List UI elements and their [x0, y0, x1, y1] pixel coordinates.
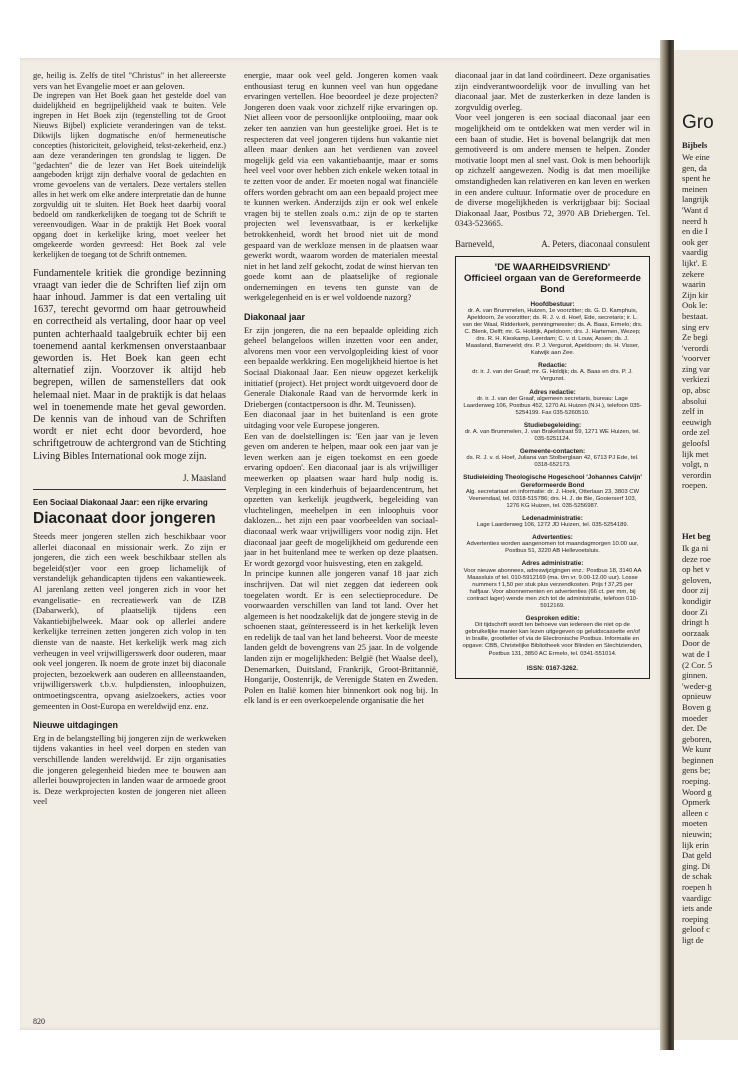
facing-page-line: door zij: [682, 585, 709, 596]
masthead-title: 'DE WAARHEIDSVRIEND': [494, 261, 611, 273]
facing-page-line: We eine: [682, 152, 710, 162]
facing-page-line: verordin: [682, 469, 712, 480]
facing-page-line: verkiezi: [682, 374, 710, 385]
article-title: Diaconaat door jongeren: [33, 510, 216, 528]
facing-page-line: Ze begi: [682, 332, 709, 343]
facing-page-line: nieuwin;: [682, 829, 713, 840]
column-2: [244, 70, 438, 1015]
paragraph: Een van de doelstellingen is: 'Een jaar van je leven geven om anderen te helpen, maar ook een jaar van je leven werken aan je eigen toekomst en een goede ervaring opdoen'. Een diaconaal jaar is als vrijwilliger meewerken op plaatsen waar hard hulp nodig is. Verpleging in een kinderhuis of bejaardencentrum, het opzetten van kerkelijk jeugdwerk, begeleiding van vluchtelingen, meehelpen in een inloophuis voor daklozen... het zijn een paar voorbeelden van sociaal-diaconaal werk waar vrijwilligers voor nodig zijn. Het diaconaal jaar geeft de mogelijkheid om gedurende een jaar in het buitenland mee te werken op deze plaatsen. Er wordt gezorgd voor huisvesting, eten en zakgeld.: [244, 430, 438, 568]
masthead-text: dr. A. van Brummelen, Huizen, 1e voorzitter; ds. G. D. Kamphuis, Apeldoorn, 2e voorzitter; ds. R. J. v. d. Hoef, Ede, secretaris; ir. L. van der Waal, Ridderkerk, penningmeester; ds. A. Baas, Ermelo; drs. C. Blenk, Delft; mr. G. Holdijk, Apeldoorn; drs. J. Hartemen, Wezep; drs. R. H. Kieskamp, Leerdam; C. v. d. Louw, Assen; ds. J. Maasland, Barneveld; drs. P. J. Vergunst, Apeldoorn; ds. H. Visser, Katwijk aan Zee.: [462, 307, 643, 357]
facing-page-line: iets ande: [682, 903, 713, 914]
facing-page-line: meinen: [682, 183, 708, 194]
column-1: [33, 70, 226, 1015]
facing-page-line: gens be;: [682, 765, 711, 776]
facing-page-line: kondigir: [682, 595, 712, 606]
facing-page-line: zing var: [682, 363, 710, 374]
facing-page-title: Gro: [682, 112, 714, 133]
facing-page-line: Ik ga ni: [682, 543, 709, 553]
facing-page-line: moeder: [682, 712, 708, 723]
paragraph: Er zijn jongeren, die na een bepaalde opleiding zich geheel belangeloos willen inzetten voor een ander, alvorens men voor een vervolgopleiding kiest of voor een bepaalde werkkring. Een mogelijkheid hiertoe is het Sociaal Diakonaal Jaar. Een nieuw opgezet kerkelijk initiatief (project). Het project wordt uitgevoerd door de Generale Diakonale Raad van de hervormde kerk in Driebergen (contactpersoon is dhr. M. Teunissen).: [244, 324, 438, 409]
facing-page-line: Zijn kir: [682, 289, 709, 300]
paragraph: ge, heilig is. Zelfs de titel "Christus" in het allereerste vers van het Evangelie moet er aan geloven.: [33, 70, 226, 91]
masthead-heading: Redactie:: [538, 362, 567, 370]
paragraph: De ingrepen van Het Boek gaan het gestelde doel van duidelijkheid en begrijpelijkheid vaak te buiten. Vele ingrepen in Het Boek zijn (tegenstelling tot de Groot Nieuws Bijbel) expliciete veranderingen van de tekst. Dikwijls lijken dogmatische en/of hermeneutische concepties (historiciteit, gelovigheid, tekst-zekerheid, enz.) aan deze veranderingen ten grondslag te liggen. De "gedachten" die de lezer van Het Boek uiteindelijk aangeboden krijgt zijn derhalve vooral de gedachten en vrome gevoelens van de vertalers. Deze vertalers stellen alles in het werk om elke andere interpretatie dan de hunne zorgvuldig uit te sluiten. Het Boek heet daarbij vooral bedoeld om randkerkelijken de toegang tot de Schrift te vereenvoudigen. Waar in de praktijk Het Boek vooral opgang doet in kerkelijke kring, moet veeleer het omgekeerde worden gevreesd: Het Boek zal vele kerkelijken de toegang tot de Schrift ontnemen.: [33, 91, 226, 259]
facing-page-line: gen, da: [682, 162, 707, 173]
facing-page-line: zelf in: [682, 406, 704, 417]
masthead-subtitle: Officieel orgaan van de Gereformeerde Bond: [463, 272, 642, 295]
facing-page-line: beginnen: [682, 754, 714, 765]
column-3: [455, 70, 650, 1015]
masthead-text: dr. ir. J. van der Graaf, algemeen secretaris, bureau: Lage Laarderweg 106, Postbus 452, 1270 AL Huizen (N.H.), telefoon 035-5254199. Fax 035-5260510.: [463, 395, 642, 416]
facing-page-line: geloven,: [682, 574, 712, 585]
masthead-heading: Gemeente-contacten:: [519, 448, 586, 456]
masthead-heading: Adres administratie:: [521, 560, 584, 568]
facing-page-line: der. De: [682, 723, 707, 734]
facing-page-line: zekere: [682, 268, 705, 279]
facing-page-line: wat de I: [682, 648, 710, 659]
facing-page-line: absolui: [682, 395, 707, 406]
masthead-heading: Studieleiding Theologische Hogeschool 'Johannes Calvijn' Gereformeerde Bond: [463, 474, 642, 489]
masthead-text: Voor nieuwe abonnees, adreswijzigingen enz.: Postbus 18, 3140 AA Maassluis of tel. 010-5912169 (ma. t/m vr. 9.00-12.00 uur). Losse nummers f 1,50 per stuk plus verzendkosten. Prijs f 37,25 per halfjaar. Voor abonnementen en advertenties (66 ct. per mm, bij contract lager) wende men zich tot de administratie, telefoon 010-5912169.: [463, 567, 642, 609]
facing-page-line: door Zi: [682, 606, 708, 617]
facing-page-line: vaardig: [682, 247, 708, 258]
facing-page-line: op, absc: [682, 385, 711, 396]
facing-page-line: geloof c: [682, 924, 710, 935]
page-number: 820: [33, 1017, 45, 1026]
facing-page-text: [682, 152, 738, 491]
facing-page-line: lijkt'. E: [682, 257, 707, 268]
masthead-heading: Adres redactie:: [529, 388, 576, 396]
facing-page-line: 'verordi: [682, 342, 709, 353]
subheading: Diakonaal jaar: [244, 312, 306, 323]
facing-page-line: 'voorver: [682, 353, 711, 364]
facing-page-subheading-2: Het beg: [682, 531, 711, 541]
paragraph: Steeds meer jongeren stellen zich beschikbaar voor allerlei diaconaal en missionair werk. Zo zijn er jongeren, die zich een week beschikbaar stellen als begeleid(st)er voor een groep lichamelijk of verstandelijk gehandicapten tijdens een vakantieweek. Al jarenlang zetten veel jongeren zich in voor het evangelisatie- en recreatiewerk van de IZB (Dabarwerk), of plaatselijk tijdens een Vakantiebijbelweek. Maar ook op allerlei andere kerkelijke terreinen zetten jongeren zich volop in ten dienste van de naaste. Het kerkelijk werk mag zich verheugen in veel vrijwilligerswerk door ouderen, maar ook veel jongeren. Ik noem de grote inzet bij diaconale projecten, bezoekwerk aan ouderen en allleenstaanden, vrijwilligerswerk t.b.v. hulpdiensten, inloophuizen, ontmoetingscentra, opvang asielzoekers, acties voor gemeenten in Oost-Europa en wereldwijd enz. enz.: [33, 531, 226, 711]
facing-page-line: sing erv: [682, 321, 710, 332]
facing-page-line: geloofsl: [682, 438, 710, 449]
facing-page-subheading: Bijbels: [682, 140, 708, 150]
signature-place: Barneveld,: [455, 238, 495, 249]
facing-page-line: (2 Cor. 5: [682, 659, 713, 670]
facing-page-line: ook ger: [682, 236, 709, 247]
masthead-text: Alg. secretariaat en informatie: dr. J. Hoek, Otterlaan 23, 3803 CW Veenendaal, tel. 0318-515786; drs. H. J. de Bie, Gooierserf 103, 1276 KG Huizen, tel. 035-5256987.: [465, 488, 640, 509]
facing-page-line: orde zel: [682, 427, 710, 438]
facing-page-line: deze roe: [682, 553, 711, 564]
facing-page-line: langrijk: [682, 194, 709, 205]
facing-page-line: Door de: [682, 638, 710, 649]
masthead-text: dr. ir. J. van der Graaf; mr. G. Holdijk; ds. A. Baas en drs. P. J. Vergunst.: [472, 369, 633, 383]
signature-line: [455, 239, 650, 250]
masthead-text: ds. R. J. v. d. Hoef, Juliana van Stolberglaan 42, 6713 PJ Ede, tel. 0318-652173.: [466, 455, 639, 469]
facing-page-line: en die I: [682, 226, 708, 237]
masthead-heading: Ledenadministratie:: [522, 514, 583, 522]
masthead-heading: Advertenties:: [532, 534, 573, 542]
author-signature: J. Maasland: [183, 472, 226, 483]
paragraph: Fundamentele kritiek die grondige bezinning vraagt van ieder die de Schriften lief zijn om haar inhoud. Jammer is dat een vertaling uit 1637, terecht gevormd om haar getrouwheid en correctheid als vertaling, door haar op veel punten achterhaald taalgebruik echter bij een toenemend aantal kerkmensen onverstaanbaar geworden is. Het Boek kan geen echt alternatief zijn. Voorzover ik altijd heb begrepen, willen de samenstellers dat ook helemaal niet. Maar in de praktijk is dat helaas wel in toenemende mate het geval geworden. De kennis van de inhoud van de Schriften wordt er niet echt door bevorderd, hoe schriftgetrouw de achtergrond van de Stichting Living Bibles International ook moge zijn.: [33, 267, 226, 462]
facing-page-line: dringt h: [682, 617, 709, 628]
facing-page-line: moeten: [682, 818, 708, 829]
paragraph: Voor veel jongeren is een sociaal diaconaal jaar een mogelijkheid om te ontdekken wat men verder wil in een baan of studie. Het is bovenal belangrijk dat men gemotiveerd is om andere mensen te helpen. Zonder motivatie loopt men al snel vast. Ook is men behoorlijk op zichzelf aangewezen. Nodig is dat men moeilijke omstandigheden kan relativeren en kan leven en werken in een andere cultuur. Informatie over de procedure en de diverse mogelijkheden is verkrijgbaar bij: Sociaal Diakonaal Jaar, Postbus 72, 3970 AB Driebergen. Tel. 0343-523665.: [455, 112, 650, 229]
facing-page-line: alleen c: [682, 807, 709, 818]
facing-page-line: spent he: [682, 173, 711, 184]
facing-page-text-2: [682, 543, 738, 946]
facing-page-line: oorzaak: [682, 627, 710, 638]
facing-page-line: We kunr: [682, 744, 712, 755]
facing-page-line: 'weder-g: [682, 680, 712, 691]
masthead-text: Advertenties worden aangenomen tot maandagmorgen 10.00 uur, Postbus 51, 3220 AB Hellevoetsluis.: [466, 541, 639, 555]
facing-page-line: Dat geld: [682, 850, 712, 861]
facing-page-line: vaardigc: [682, 892, 712, 903]
facing-page-line: volgt, n: [682, 459, 709, 470]
facing-page-line: roepen h: [682, 882, 712, 892]
facing-page-line: roeping.: [682, 776, 711, 787]
facing-page-line: eeuwigh: [682, 416, 712, 427]
facing-page-line: lijk met: [682, 448, 709, 459]
signature-name: A. Peters, diaconaal consulent: [541, 238, 650, 249]
masthead-text: Dit tijdschrift wordt ten behoeve van iedereen die niet op de gebruikelijke manier kan lezen uitgegeven op geluidscassette en/of in braille, grootletter of via de Electronische Postbus. Informatie en opgave: CBB, Christelijke Bibliotheek voor Blinden en Slechtzienden, Postbus 131, 3850 AC Ermelo, tel. 0341-551014.: [462, 622, 643, 657]
facing-page-line: Boven g: [682, 701, 711, 712]
page-gutter: [660, 40, 674, 1050]
article-kicker: Een Sociaal Diakonaal Jaar: een rijke ervaring: [33, 498, 208, 508]
article-divider: [33, 489, 226, 490]
facing-page-line: roeping: [682, 913, 709, 924]
paragraph: Erg in de belangstelling bij jongeren zijn de werkweken tijdens vakanties in heel veel dorpen en steden van verschillende landen wereldwijd. Er zijn organisaties die jongeren gelegenheid bieden mee te bouwen aan allerlei bouwprojecten in landen waar de armoede groot is. Deze werkprojecten kosten de jongeren niet alleen veel: [33, 732, 226, 807]
facing-page-line: geboren,: [682, 733, 712, 744]
facing-page-line: 'Want d: [682, 204, 708, 215]
facing-page-line: Opmerk: [682, 797, 711, 808]
facing-page-line: bestaat.: [682, 310, 709, 321]
facing-page-line: ging. Di: [682, 860, 711, 871]
paragraph: energie, maar ook veel geld. Jongeren komen vaak enthousiast terug en kunnen veel van hun opgedane ervaringen vertellen. Hoe beoordeel je deze projecten? Jongeren doen vaak voor zichzelf rijke ervaringen op. Niet alleen voor de persoonlijke ontplooiing, maar ook zeker ten aanzien van hun geestelijke groei. Het is te respecteren dat veel jongeren tijdens hun vakantie niet alleen maar denken aan het verdienen van zoveel mogelijk geld via een vakantiebaantje, maar er soms heel veel voor over hebben zich enkele weken totaal in te zetten voor de ander. Er moeten nogal wat financiële offers worden gebracht om aan een bepaald project mee te kunnen werken. Anderzijds zijn er ook wel enkele vragen bij te stellen zoals o.m.: zijn de op te starten projecten wel levensvatbaar, is er kerkelijke betrokkenheid, wordt het brood niet uit de mond gespaard van de werkloze mensen in de plaatsen waar gewerkt wordt, waarom worden de materialen meestal niet in het land zelf gekocht, zodat de winst hiervan ten goede komt aan de plaatselijke of regionale ondernemingen en tevens ten gunste van de werkgelegenheid en is er wel voldoende nazorg?: [244, 70, 438, 303]
masthead-heading: Gesproken editie:: [525, 615, 580, 623]
masthead-heading: Hoofdbestuur:: [530, 300, 575, 308]
facing-page-line: op het v: [682, 564, 710, 575]
facing-page-line: opnieuw: [682, 691, 712, 702]
facing-page-line: ligt de: [682, 934, 704, 945]
masthead-text: Lage Laarderweg 106, 1272 JD Huizen, tel. 035-5254189.: [476, 522, 629, 529]
subheading: Nieuwe uitdagingen: [33, 720, 119, 731]
masthead-text: dr. A. van Brummelen, J. van Brakelstraat 59, 1271 WE Huizen, tel. 035-5251124.: [464, 429, 641, 443]
facing-page-line: Ook le:: [682, 300, 708, 311]
facing-page-line: neerd h: [682, 215, 708, 226]
masthead-box: [455, 256, 650, 679]
facing-page-line: ginnen.: [682, 670, 708, 681]
facing-page-line: waarin: [682, 279, 706, 290]
paragraph: In principe kunnen alle jongeren vanaf 18 jaar zich inschrijven. Dat wil niet zeggen dat iedereen ook toegelaten wordt. Er is een selectieprocedure. De voorwaarden verschillen van land tot land. Over het algemeen is het noodzakelijk dat de jongere stevig in de schoenen staat, geïnteresseerd is in het kerkelijk leven en redelijk de taal van het land beheerst. Voor de meeste landen geldt de bovengrens van 25 jaar. In de volgende landen zijn er mogelijkheden: België (het Waalse deel), Denemarken, Duitsland, Frankrijk, Groot-Brittannië, Hongarije, Oostenrijk, de Verenigde Staten en Zweden. Polen en Italië komen hier binnenkort ook nog bij. In elk land is er een overkoepelende organisatie die het: [244, 568, 438, 706]
paragraph: Een diaconaal jaar in het buitenland is een grote uitdaging voor vele Europese jongeren.: [244, 409, 438, 430]
masthead-heading: Studiebegeleiding:: [523, 421, 582, 429]
paragraph: diaconaal jaar in dat land coördineert. Deze organisaties zijn eindverantwoordelijk voor de invulling van het diaconaal jaar. Met de zusterkerken in deze landen is zorgvuldig overleg.: [455, 70, 650, 112]
facing-page-line: Woord g: [682, 786, 712, 797]
facing-page-line: de schak: [682, 871, 712, 882]
facing-page-line: lijk erin: [682, 839, 709, 850]
masthead-issn: ISSN: 0167-3262.: [526, 664, 579, 672]
facing-page-line: roepen.: [682, 480, 708, 491]
